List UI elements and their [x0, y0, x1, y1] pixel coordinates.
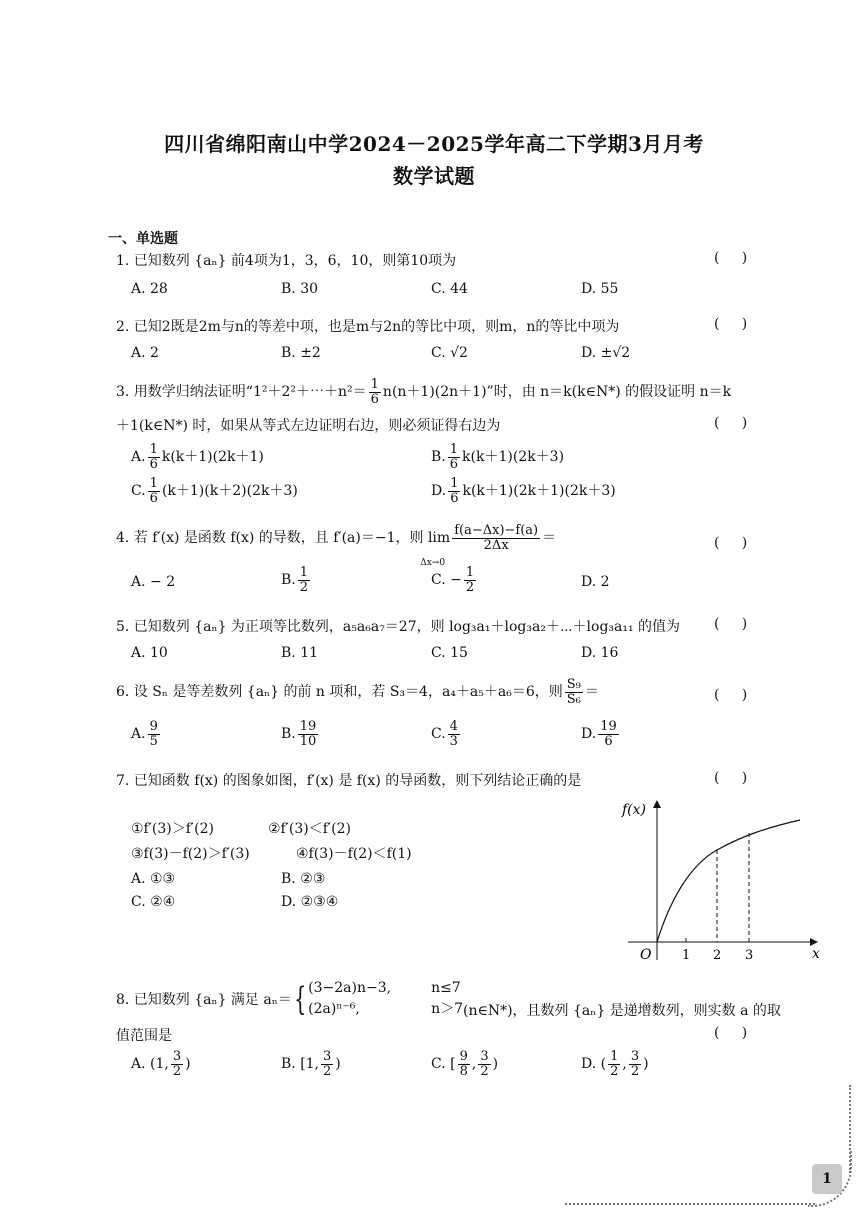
stem-text: (n∈N*)，且数列 {aₙ} 是递增数列，则实数 a 的取	[463, 1003, 781, 1019]
fraction	[629, 1050, 641, 1078]
stem-text: 3. 用数学归纳法证明“1²＋2²＋⋯＋n²＝	[116, 384, 367, 401]
option-expr: (k＋1)(k＋2)(2k＋3)	[161, 483, 298, 500]
option-d	[581, 1050, 649, 1078]
option-label: B.	[431, 449, 446, 466]
question-4-stem	[116, 523, 557, 569]
question-3-stem-line2: ＋1(k∈N*) 时，如果从等式左边证明右边，则必须证得右边为	[116, 418, 501, 434]
denominator: 2	[630, 1063, 640, 1079]
option-label: C.	[131, 483, 146, 500]
tick-label-1: 1	[682, 948, 691, 963]
option-d: D. 2	[581, 574, 610, 590]
denominator: 6	[370, 391, 379, 407]
denominator: 2	[610, 1063, 619, 1079]
option-label: B.	[281, 572, 296, 589]
question-6-stem	[116, 678, 599, 706]
option-c	[431, 720, 462, 748]
question-2-stem: 2. 已知2既是2m与n的等差中项，也是m与2n的等比中项，则m，n的等比中项为	[116, 319, 620, 335]
option-label: A. (1,	[131, 1056, 169, 1073]
option-c: C. √2	[431, 345, 468, 361]
option-close: )	[335, 1056, 341, 1073]
numerator: 3	[630, 1049, 640, 1064]
answer-paren: ( )	[714, 535, 748, 551]
denominator: 2Δx	[483, 537, 509, 553]
denominator: 2	[480, 1063, 489, 1079]
answer-paren: ( )	[714, 687, 748, 703]
tick-label-3: 3	[745, 948, 754, 963]
denominator: 6	[449, 456, 459, 472]
piece-2: (2a)ⁿ⁻⁶,	[308, 1001, 360, 1017]
fraction	[448, 443, 460, 471]
fraction	[478, 1050, 490, 1078]
numerator: 1	[299, 565, 309, 580]
fraction	[565, 678, 583, 706]
option-b: B. ②③	[281, 871, 326, 887]
fraction	[148, 443, 160, 471]
option-label: D.	[431, 483, 447, 500]
option-a	[131, 1050, 191, 1078]
option-a: A. 10	[131, 645, 168, 661]
fraction	[458, 1050, 470, 1078]
denominator: S₆	[566, 691, 581, 707]
numerator: 3	[480, 1049, 489, 1064]
fraction	[148, 477, 160, 505]
option-a: A. 2	[131, 345, 159, 361]
option-close: )	[643, 1056, 649, 1073]
stem-text: n(n＋1)(2n＋1)”时，由 n＝k(k∈N*) 的假设证明 n＝k	[382, 384, 732, 401]
claim-2: ②f′(3)＜f′(2)	[268, 821, 351, 837]
option-c: C. 44	[431, 281, 468, 297]
piecewise-expressions	[308, 978, 391, 1020]
numerator: 19	[299, 719, 317, 734]
option-sep: ,	[471, 1056, 477, 1073]
fraction	[598, 720, 619, 748]
option-close: )	[185, 1056, 191, 1073]
denominator: 5	[149, 733, 158, 749]
exam-subtitle: 数学试题	[393, 164, 475, 188]
fraction	[148, 720, 160, 748]
option-d	[431, 477, 616, 505]
numerator: 3	[172, 1049, 182, 1064]
stem-text: ＝	[542, 530, 557, 547]
fraction	[369, 378, 381, 406]
option-label: C.	[431, 726, 446, 743]
option-d: D. ②③④	[281, 894, 339, 910]
answer-paren: ( )	[714, 250, 748, 266]
fraction	[608, 1050, 620, 1078]
denominator: 2	[299, 579, 309, 595]
option-label: D. (	[581, 1056, 607, 1073]
denominator: 2	[172, 1063, 182, 1079]
fraction	[452, 524, 540, 552]
brace: {	[293, 980, 307, 1018]
section-heading: 一、单选题	[108, 231, 178, 247]
numerator: 1	[450, 476, 459, 491]
numerator: 1	[149, 476, 158, 491]
option-b	[281, 1050, 341, 1078]
fraction	[298, 566, 310, 594]
x-axis-arrow	[810, 938, 818, 946]
numerator: S₉	[566, 677, 581, 692]
denominator: 2	[465, 579, 475, 595]
footer-dots	[565, 1203, 815, 1205]
y-axis-arrow	[653, 800, 661, 808]
stem-text: 6. 设 Sₙ 是等差数列 {aₙ} 的前 n 项和，若 S₃＝4，a₄＋a₅＋a₆＝6，则	[116, 684, 563, 701]
option-a: A. ①③	[131, 871, 176, 887]
origin-label: O	[640, 947, 652, 963]
option-d	[581, 720, 621, 748]
denominator: 6	[149, 456, 158, 472]
option-label: B. [1,	[281, 1056, 320, 1073]
option-c	[131, 477, 298, 505]
option-sep: ,	[622, 1056, 627, 1073]
option-a: A. 28	[131, 281, 168, 297]
answer-paren: ( )	[714, 1025, 748, 1041]
answer-paren: ( )	[714, 415, 748, 431]
numerator: 3	[323, 1049, 332, 1064]
claim-1: ①f′(3)＞f′(2)	[131, 821, 214, 837]
page-number: 1	[812, 1164, 842, 1194]
question-5-stem: 5. 已知数列 {aₙ} 为正项等比数列，a₅a₆a₇＝27，则 log₃a₁＋log₃a₂＋⋯＋log₃a₁₁ 的值为	[116, 619, 681, 635]
question-8-stem	[116, 978, 781, 1020]
answer-paren: ( )	[714, 770, 748, 786]
answer-paren: ( )	[714, 316, 748, 332]
fraction	[464, 566, 476, 594]
option-a	[131, 443, 264, 471]
piecewise-conditions	[431, 978, 463, 1020]
option-expr: k(k＋1)(2k＋1)(2k＋3)	[462, 483, 616, 500]
y-axis-label: f(x)	[622, 802, 647, 818]
numerator: 9	[459, 1049, 468, 1064]
numerator: 1	[449, 442, 459, 457]
option-b: B. ±2	[281, 345, 321, 361]
numerator: 4	[449, 719, 458, 734]
exam-title: 四川省绵阳南山中学2024－2025学年高二下学期3月月考	[164, 132, 704, 156]
option-expr: k(k＋1)(2k＋3)	[462, 449, 565, 466]
option-c: C. 15	[431, 645, 468, 661]
option-label: B.	[281, 726, 296, 743]
condition-2: n＞7	[431, 1001, 463, 1017]
option-label: C. −	[431, 572, 462, 589]
option-c: C. ②④	[131, 894, 176, 910]
option-a: A. − 2	[131, 574, 176, 590]
option-b	[281, 720, 320, 748]
denominator: 10	[299, 733, 317, 749]
fraction	[321, 1050, 333, 1078]
denominator: 3	[449, 733, 458, 749]
limit-subscript: Δx→0	[420, 558, 446, 569]
option-b: B. 30	[281, 281, 319, 297]
option-expr: k(k＋1)(2k＋1)	[161, 449, 264, 466]
denominator: 6	[149, 490, 158, 506]
stem-text: ＝	[584, 684, 599, 701]
function-graph	[600, 790, 830, 970]
claim-3: ③f(3)－f(2)＞f′(3)	[131, 846, 250, 862]
option-b	[281, 566, 312, 594]
fraction	[298, 720, 319, 748]
question-7-stem: 7. 已知函数 f(x) 的图象如图，f′(x) 是 f(x) 的导函数，则下列结论正确的是	[116, 773, 582, 789]
denominator: 6	[450, 490, 459, 506]
fraction	[171, 1050, 183, 1078]
option-close: )	[492, 1056, 499, 1073]
numerator: 19	[600, 719, 617, 734]
numerator: 1	[370, 377, 379, 392]
tick-label-2: 2	[713, 948, 722, 963]
question-3-stem-line1	[116, 378, 731, 406]
option-d: D. 16	[581, 645, 619, 661]
option-label: D.	[581, 726, 597, 743]
denominator: 8	[459, 1063, 468, 1079]
option-d: D. ±√2	[581, 345, 631, 361]
numerator: 1	[610, 1049, 619, 1064]
option-label: A.	[131, 726, 146, 743]
fraction	[448, 477, 460, 505]
piece-1: (3−2a)n−3,	[308, 980, 392, 996]
stem-text: 8. 已知数列 {aₙ} 满足 aₙ＝	[116, 992, 292, 1008]
option-b	[431, 443, 564, 471]
question-8-stem-line2: 值范围是	[116, 1028, 172, 1044]
stem-text: 4. 若 f′(x) 是函数 f(x) 的导数，且 f′(a)＝−1，则 lim	[116, 530, 451, 547]
fraction	[448, 720, 460, 748]
answer-paren: ( )	[714, 616, 748, 632]
x-axis-label: x	[812, 946, 820, 962]
numerator: 1	[149, 442, 158, 457]
denominator: 2	[323, 1063, 332, 1079]
option-b: B. 11	[281, 645, 319, 661]
claim-4: ④f(3)－f(2)＜f(1)	[296, 846, 412, 862]
option-c	[431, 1050, 498, 1078]
condition-1: n≤7	[431, 980, 461, 996]
option-d: D. 55	[581, 281, 619, 297]
numerator: 1	[465, 565, 475, 580]
denominator: 6	[604, 733, 613, 749]
option-a	[131, 720, 162, 748]
option-label: A.	[131, 449, 146, 466]
numerator: f(a−Δx)−f(a)	[454, 523, 539, 538]
function-curve	[657, 820, 800, 942]
option-label: C. [	[431, 1056, 456, 1073]
option-c	[431, 566, 478, 594]
question-1-stem: 1. 已知数列 {aₙ} 前4项为1，3，6，10，则第10项为	[116, 253, 457, 269]
numerator: 9	[149, 719, 158, 734]
